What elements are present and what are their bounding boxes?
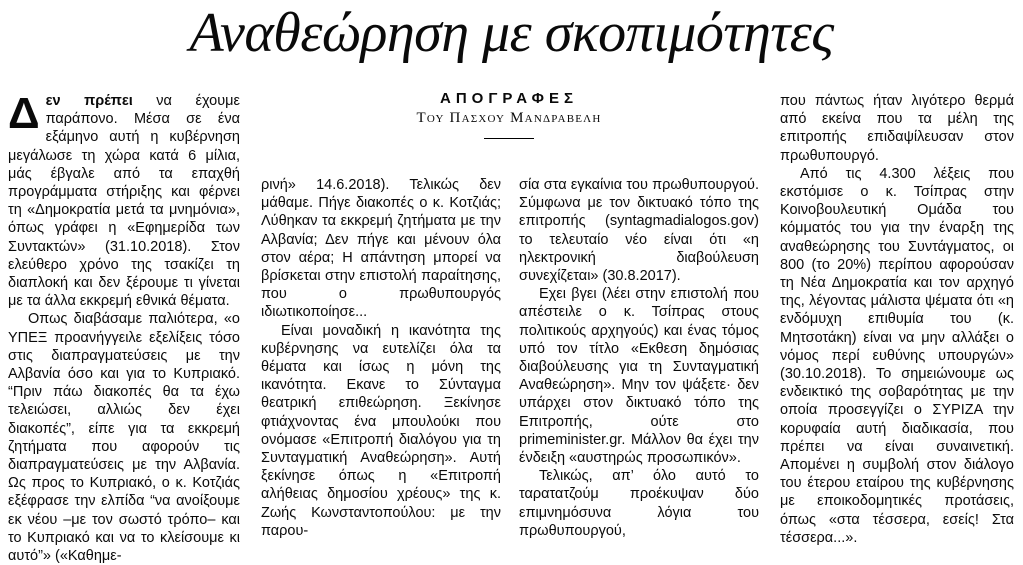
paragraph: Είναι μοναδική η ικανότητα της κυβέρνησης να ευτελίζει όλα τα θέματα και ίσως η μόνη της ικανότητα. Εκανε το Σύνταγμα θεατρική επιθεώρηση. Ξεκίνησε φτιάχνοντας ένα μπουλούκι που ονόμασε «Επιτροπή διαλόγου για τη Συνταγματική Αναθεώρηση». Αυτή ξεκίνησε όπως η «Επιτροπή αλήθειας δημοσίου χρέους» της κ. Ζωής Κωνσταντοπούλου: με την παρου- [261, 322, 501, 539]
paragraph: που πάντως ήταν λιγότερο θερμά από εκείνα που τα μέλη της επιτροπής επιδαψίλευσαν στον πρωθυπουργό. [780, 93, 1014, 164]
article-column-3 [519, 176, 759, 540]
byline: Του Πασχου Μανδραβελη [416, 110, 602, 126]
paragraph: Τελικώς, απ’ όλο αυτό το ταρατατζούμ προέκυψαν δύο επιμνημόσυνα λόγια του πρωθυπουργού, [519, 468, 759, 539]
drop-cap: Δ [8, 89, 40, 138]
headline: Αναθεώρηση με σκοπιμότητες [189, 2, 834, 64]
article-column-2 [261, 176, 501, 540]
section-label: ΑΠΟΓΡΑΦΕΣ [440, 90, 578, 107]
paragraph: Οπως διαβάσαμε παλιότερα, «ο ΥΠΕΞ προανήγγειλε εξελίξεις τόσο στις διαπραγματεύσεις με την Αλβανία όσο και για το Κυπριακό. “Πριν πάω διακοπές θα τα έχω τελειώσει, αλλιώς δεν έχει διακοπές”, είπε για τα εκκρεμή ζητήματα που αφορούν τις διαπραγματεύσεις με την Αλβανία. Ως προς το Κυπριακό, ο κ. Κοτζιάς εξέφρασε την ελπίδα “να ανοίξουμε εκ νέου –με τον σωστό τρόπο– και το Κυπριακό και να το κλείσουμε κι αυτό”» («Καθημε- [8, 311, 240, 565]
paragraph: ρινή» 14.6.2018). Τελικώς δεν μάθαμε. Πήγε διακοπές ο κ. Κοτζιάς; Λύθηκαν τα εκκρεμή ζητήματα με την Αλβανία; Δεν πήγε και μένουν όλα στον αέρα; Η απάντηση μπορεί να βρίσκεται στην επιστολή παραίτησης, που ο πρωθυπουργός ιδιωτικοποίησε... [261, 177, 501, 321]
paragraph: Από τις 4.300 λέξεις που εκστόμισε ο κ. Τσίπρας στην Κοινοβουλευτική Ομάδα του κόμματός του για την έναρξη της αναθεώρησης του Συντάγματος, οι 800 (το 20%) περίπου αφορούσαν τη Νέα Δημοκρατία και τον αρχηγό της, λέγοντας μάλιστα ψέματα ότι «η ενδόμυχη επιθυμία του (κ. Μητσοτάκη) είναι να μην αλλάξει ο νόμος περί ευθύνης υπουργών» (30.10.2018). Το σημειώνουμε ως ενδεικτικό της σοβαρότητας με την οποία προσεγγίζει ο ΣΥΡΙΖΑ την κορυφαία αυτή διαδικασία, που πρέπει να είναι συναινετική. Απομένει η συμβολή στον διάλογο του έτερου εταίρου της κυβέρνησης με εποικοδομητικές προτάσεις, όπως «στα τέσσερα, εσείς! Στα τέσσερα...». [780, 165, 1014, 546]
lead-in: εν πρέπει [45, 93, 133, 109]
paragraph-text: να έχουμε παράπονο. Μέσα σε ένα εξάμηνο αυτή η κυβέρνηση μεγάλωσε τη χώρα κατά 6 μίλια, μάς έβγαλε από τα επαχθή προγράμματα στήριξης και φέρνει τη «Δημοκρατία μετά τα μνημόνια», όπως γράφει η «Εφημερίδα των Συντακτών» (31.10.2018). Στον ελεύθερο χρόνο της τσακίζει τη διαπλοκή και δεν ξέρουμε τι γίνεται με τα άλλα εκκρεμή εθνικά θέματα. [8, 93, 240, 310]
paragraph [8, 89, 240, 310]
header-rule [484, 138, 534, 139]
paragraph: Εχει βγει (λέει στην επιστολή που απέστειλε ο κ. Τσίπρας στους πολιτικούς αρχηγούς) και ένας τόμος υπό τον τίτλο «Εκθεση δημόσιας διαβούλευσης για τη Συνταγματική Αναθεώρηση». Μην τον ψάξετε· δεν υπάρχει στον δικτυακό τόπο της Επιτροπής, ούτε στο primeminister.gr. Μάλλον θα έχει την ένδειξη «αυστηρώς προσωπικόν». [519, 286, 759, 467]
article-column-4 [780, 92, 1014, 547]
column-header [384, 90, 634, 139]
article-column-1 [8, 89, 240, 565]
paragraph: σία στα εγκαίνια του πρωθυπουργού. Σύμφωνα με τον δικτυακό τόπο της επιτροπής (syntagmadialogos.gov) το τελευταίο νέο είναι ότι «η ηλεκτρονική διαβούλευση συνεχίζεται» (30.8.2017). [519, 177, 759, 285]
